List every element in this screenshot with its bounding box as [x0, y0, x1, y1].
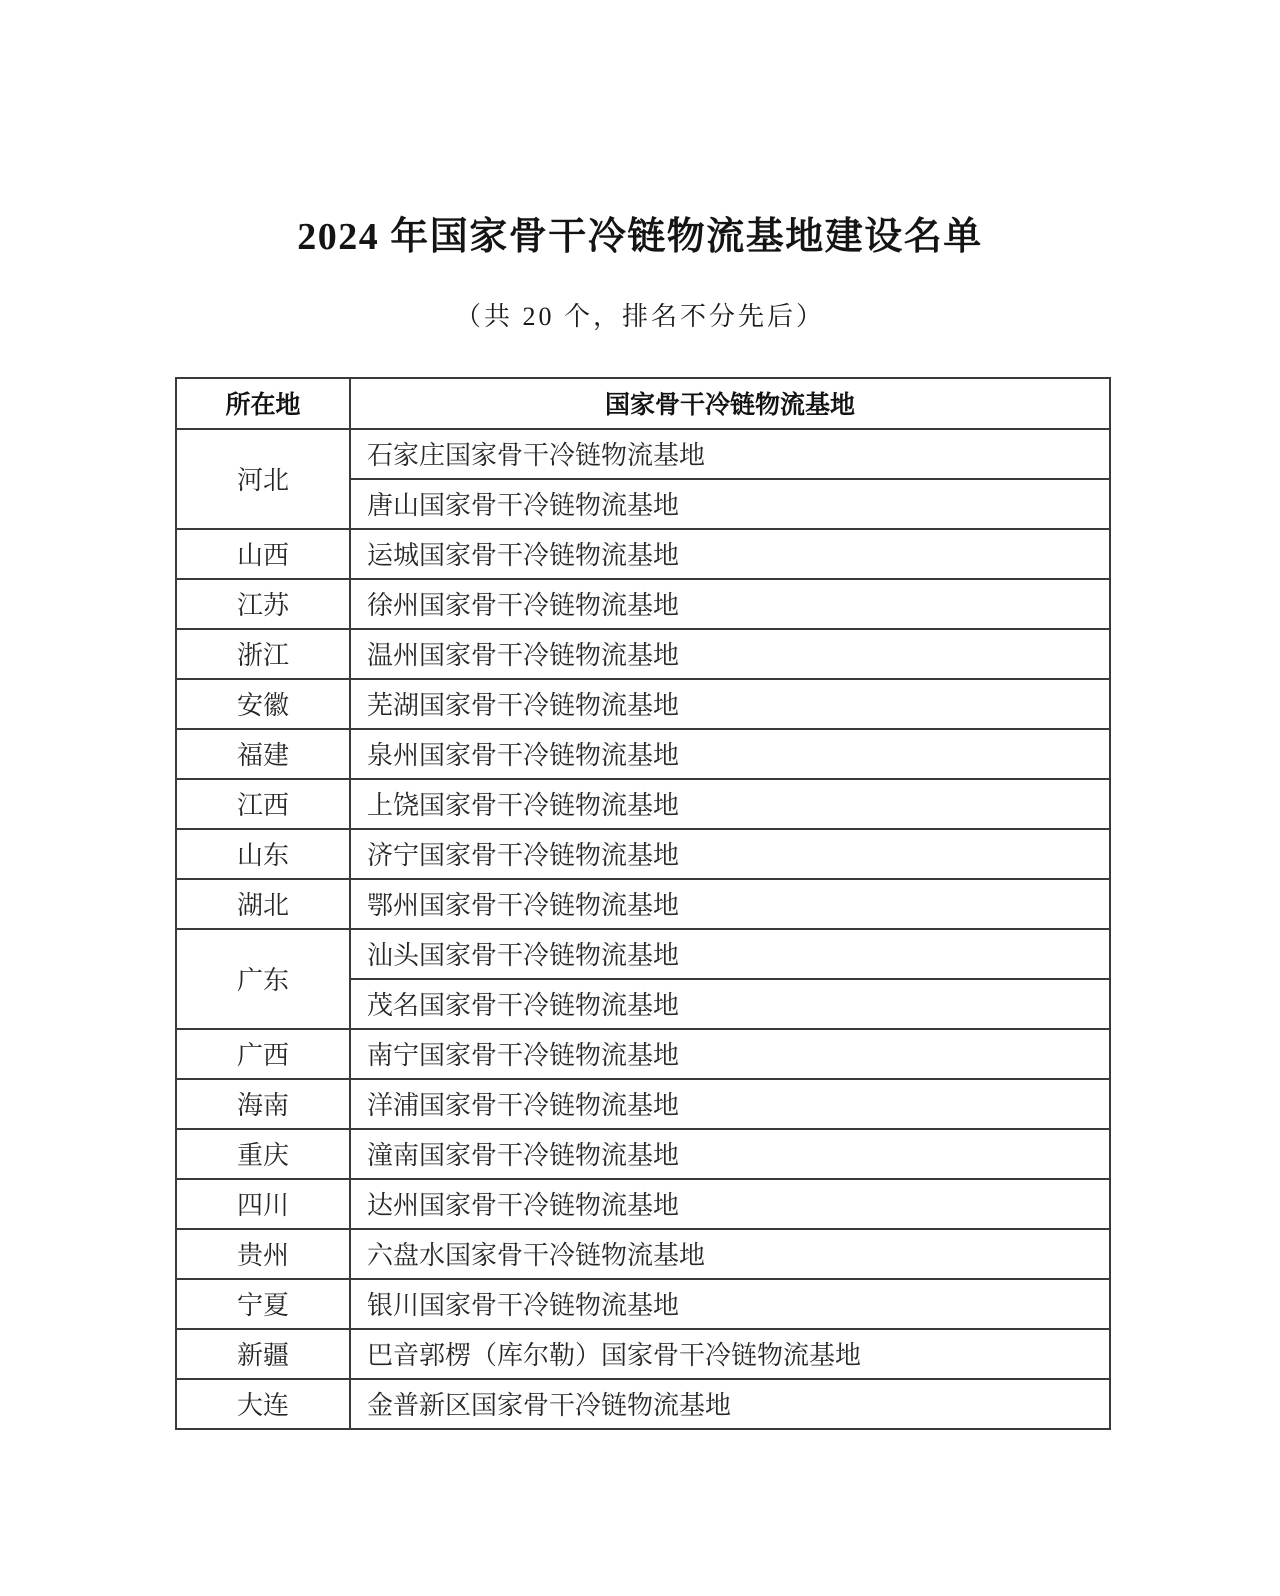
region-cell: 四川	[176, 1179, 350, 1229]
table-row	[176, 729, 1110, 779]
base-cell: 唐山国家骨干冷链物流基地	[350, 479, 1110, 529]
region-cell: 海南	[176, 1079, 350, 1129]
region-cell: 浙江	[176, 629, 350, 679]
table-row	[176, 629, 1110, 679]
region-cell: 江苏	[176, 579, 350, 629]
region-cell: 新疆	[176, 1329, 350, 1379]
base-cell: 石家庄国家骨干冷链物流基地	[350, 429, 1110, 479]
table-row	[176, 429, 1110, 479]
base-cell: 茂名国家骨干冷链物流基地	[350, 979, 1110, 1029]
cold-chain-bases-table	[175, 377, 1111, 1430]
table-row	[176, 1079, 1110, 1129]
base-cell: 济宁国家骨干冷链物流基地	[350, 829, 1110, 879]
table-row	[176, 1029, 1110, 1079]
region-cell: 湖北	[176, 879, 350, 929]
region-cell: 广东	[176, 929, 350, 1029]
region-cell: 山东	[176, 829, 350, 879]
base-cell: 洋浦国家骨干冷链物流基地	[350, 1079, 1110, 1129]
base-cell: 达州国家骨干冷链物流基地	[350, 1179, 1110, 1229]
table-row	[176, 1179, 1110, 1229]
region-cell: 贵州	[176, 1229, 350, 1279]
base-cell: 金普新区国家骨干冷链物流基地	[350, 1379, 1110, 1429]
header-cell-base: 国家骨干冷链物流基地	[350, 378, 1110, 429]
table-row	[176, 1329, 1110, 1379]
region-cell: 宁夏	[176, 1279, 350, 1329]
header-cell-region: 所在地	[176, 378, 350, 429]
base-cell: 巴音郭楞（库尔勒）国家骨干冷链物流基地	[350, 1329, 1110, 1379]
region-cell: 安徽	[176, 679, 350, 729]
table-row	[176, 579, 1110, 629]
region-cell: 大连	[176, 1379, 350, 1429]
subtitle: （共 20 个，排名不分先后）	[454, 301, 825, 331]
region-cell: 山西	[176, 529, 350, 579]
base-cell: 芜湖国家骨干冷链物流基地	[350, 679, 1110, 729]
base-cell: 六盘水国家骨干冷链物流基地	[350, 1229, 1110, 1279]
table-row	[176, 829, 1110, 879]
table-header-row	[176, 378, 1110, 429]
base-cell: 潼南国家骨干冷链物流基地	[350, 1129, 1110, 1179]
table-row	[176, 679, 1110, 729]
table-row	[176, 879, 1110, 929]
table-row	[176, 929, 1110, 979]
table-row	[176, 1129, 1110, 1179]
table-row	[176, 779, 1110, 829]
page-title: 2024 年国家骨干冷链物流基地建设名单	[297, 216, 983, 258]
base-cell: 南宁国家骨干冷链物流基地	[350, 1029, 1110, 1079]
region-cell: 福建	[176, 729, 350, 779]
base-cell: 泉州国家骨干冷链物流基地	[350, 729, 1110, 779]
table-row	[176, 1279, 1110, 1329]
base-cell: 温州国家骨干冷链物流基地	[350, 629, 1110, 679]
base-cell: 运城国家骨干冷链物流基地	[350, 529, 1110, 579]
base-cell: 银川国家骨干冷链物流基地	[350, 1279, 1110, 1329]
table-row	[176, 529, 1110, 579]
region-cell: 江西	[176, 779, 350, 829]
base-cell: 鄂州国家骨干冷链物流基地	[350, 879, 1110, 929]
table-row	[176, 1229, 1110, 1279]
region-cell: 河北	[176, 429, 350, 529]
region-cell: 重庆	[176, 1129, 350, 1179]
base-cell: 汕头国家骨干冷链物流基地	[350, 929, 1110, 979]
table-row	[176, 1379, 1110, 1429]
base-cell: 徐州国家骨干冷链物流基地	[350, 579, 1110, 629]
region-cell: 广西	[176, 1029, 350, 1079]
base-cell: 上饶国家骨干冷链物流基地	[350, 779, 1110, 829]
